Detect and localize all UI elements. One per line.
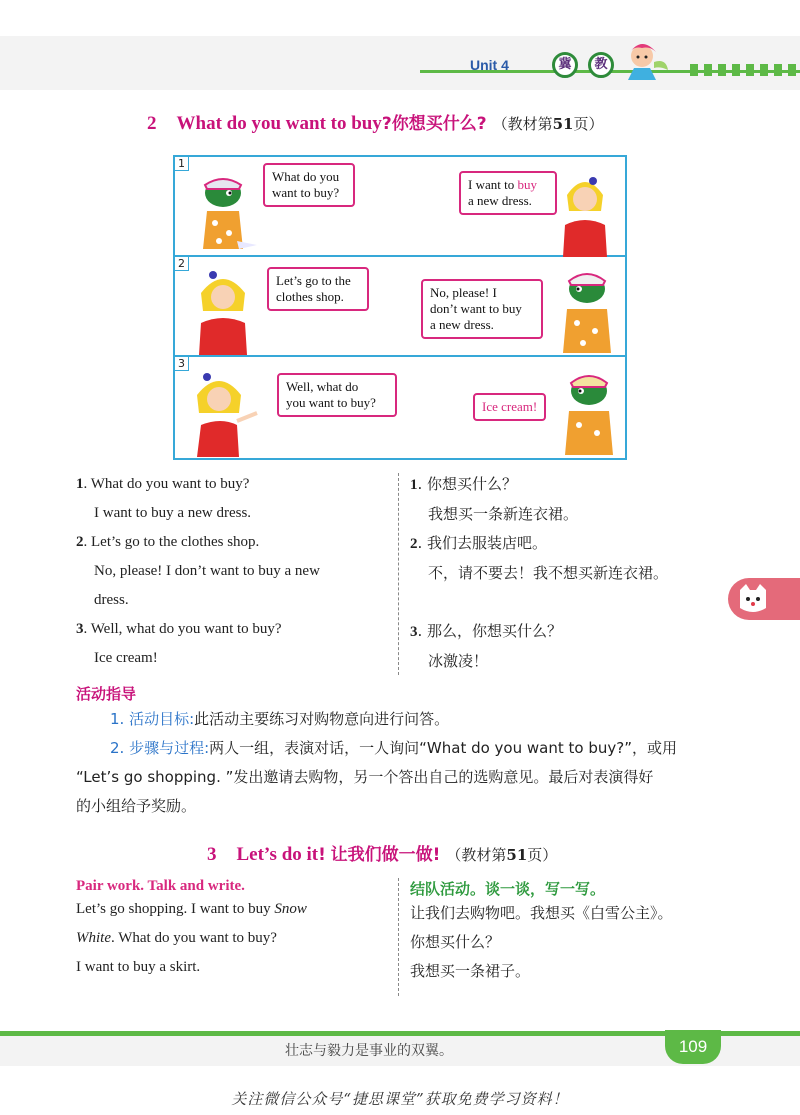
- title-en: Let’s do it: [236, 844, 319, 865]
- line-number: 3: [410, 624, 418, 640]
- section3-title: [207, 840, 557, 866]
- activity-text: 两人一组，表演对话，一人询问“What do you want to buy?”，或用: [209, 739, 677, 757]
- pairwork-english: [76, 878, 392, 982]
- bubble-line: don’t want to buy: [430, 301, 522, 316]
- dialogue-line: dress.: [94, 592, 129, 608]
- panel-number: 1: [175, 157, 189, 171]
- dialogue-line: 不，请不要去！我不想买新连衣裙。: [428, 564, 669, 582]
- pairwork-chinese: [410, 878, 730, 986]
- title-zh: 你想买什么?: [391, 114, 487, 134]
- ref-prefix: （教材第: [492, 115, 553, 133]
- title-zh: 让我们做一做!: [330, 845, 441, 865]
- unit-label: Unit 4: [470, 57, 509, 73]
- line-number: 2: [76, 534, 84, 550]
- panel-number: 2: [175, 257, 189, 271]
- footer-motto: 壮志与毅力是事业的双翼。: [285, 1043, 453, 1059]
- pairwork-line: 我想买一条裙子。: [410, 962, 531, 980]
- cat-mascot-icon: [736, 582, 770, 616]
- dinosaur-character-icon: [189, 171, 259, 257]
- bubble-line: a new dress.: [468, 193, 532, 208]
- bubble-line: you want to buy?: [286, 395, 376, 410]
- title-en: What do you want to buy: [176, 113, 382, 134]
- section2-title: [147, 109, 604, 135]
- speech-bubble-refusal: [421, 279, 543, 339]
- dialogue-line: . 那么，你想买什么？: [417, 622, 563, 640]
- bubble-line: clothes shop.: [276, 289, 344, 304]
- column-divider: [398, 473, 399, 675]
- fairy-mascot-icon: [620, 40, 670, 82]
- dialogue-line: . 你想买什么？: [417, 475, 518, 493]
- panel-number: 3: [175, 357, 189, 371]
- pairwork-heading: Pair work. Talk and write.: [76, 878, 245, 894]
- line-number: 1: [410, 477, 418, 493]
- ref-page: 51: [506, 846, 528, 864]
- bubble-line: Ice cream!: [482, 399, 538, 414]
- speech-bubble-suggestion: [267, 267, 369, 311]
- pairwork-line: 你想买什么？: [410, 933, 501, 951]
- line-number: 3: [76, 621, 84, 637]
- activity-text: 此活动主要练习对购物意向进行问答。: [194, 710, 450, 728]
- speech-bubble-question: [263, 163, 355, 207]
- line-number: 2: [410, 536, 418, 552]
- title-question-mark: ?: [381, 114, 392, 134]
- girl-character-icon: [555, 171, 615, 257]
- dialogue-line: . Let’s go to the clothes shop.: [83, 534, 260, 550]
- book-title: Snow: [274, 901, 307, 917]
- pairwork-line: I want to buy a skirt.: [76, 959, 201, 975]
- comic-panel-2: [175, 257, 625, 357]
- dialogue-line: No, please! I don’t want to buy a new: [94, 563, 320, 579]
- activity-text: 的小组给予奖励。: [76, 797, 197, 815]
- header-ticks: [690, 64, 800, 76]
- ref-suffix: 页）: [573, 115, 604, 133]
- dialogue-line: . What do you want to buy?: [83, 476, 250, 492]
- column-divider: [398, 878, 399, 996]
- title-exclamation: !: [318, 845, 326, 865]
- bubble-line: Well, what do: [286, 379, 359, 394]
- dialogue-english: [76, 470, 392, 673]
- bubble-highlight: buy: [517, 177, 537, 192]
- pairwork-line: . What do you want to buy?: [111, 930, 277, 946]
- bubble-line: a new dress.: [430, 317, 494, 332]
- ji-badge: 冀: [552, 52, 578, 78]
- page-number: 109: [665, 1030, 721, 1064]
- dialogue-line: I want to buy a new dress.: [94, 505, 252, 521]
- activity-heading: 活动指导: [76, 685, 137, 703]
- book-title: White: [76, 930, 111, 946]
- girl-character-icon: [187, 369, 259, 457]
- dinosaur-character-icon: [555, 265, 621, 355]
- comic-strip: [173, 155, 627, 460]
- section-number: 3: [207, 844, 217, 865]
- dialogue-line: . 我们去服装店吧。: [417, 534, 548, 552]
- dialogue-line: Ice cream!: [94, 650, 158, 666]
- comic-panel-1: [175, 157, 625, 257]
- ref-page: 51: [552, 115, 574, 133]
- bubble-text: I want to: [468, 177, 518, 192]
- speech-bubble-ice-cream: [473, 393, 546, 421]
- spacer: [410, 588, 720, 617]
- dinosaur-character-icon: [559, 367, 623, 457]
- bubble-line: want to buy?: [272, 185, 340, 200]
- bubble-line: Let’s go to the: [276, 273, 351, 288]
- activity-text: “Let’s go shopping. ”发出邀请去购物，另一个答出自己的选购意见。最后对表演得好: [76, 768, 654, 786]
- pairwork-heading: 结队活动。谈一谈，写一写。: [410, 880, 606, 898]
- activity-label: 2. 步骤与过程:: [110, 739, 210, 757]
- bubble-line: No, please! I: [430, 285, 497, 300]
- girl-character-icon: [193, 267, 255, 355]
- pairwork-line: 让我们去购物吧。我想买《白雪公主》。: [410, 904, 673, 922]
- ref-suffix: 页）: [527, 846, 558, 864]
- dialogue-line: 我想买一条新连衣裙。: [428, 505, 579, 523]
- comic-panel-3: [175, 357, 625, 457]
- pairwork-line: Let’s go shopping. I want to buy: [76, 901, 275, 917]
- dialogue-line: 冰激凌！: [428, 652, 489, 670]
- dialogue-line: . Well, what do you want to buy?: [83, 621, 282, 637]
- line-number: 1: [76, 476, 84, 492]
- speech-bubble-answer: [459, 171, 557, 215]
- dialogue-chinese: [410, 470, 720, 676]
- jiao-badge: 教: [588, 52, 614, 78]
- section-number: 2: [147, 113, 157, 134]
- ref-prefix: （教材第: [446, 846, 507, 864]
- speech-bubble-question: [277, 373, 397, 417]
- activity-guide: [76, 705, 726, 821]
- bubble-line: What do you: [272, 169, 340, 184]
- header-band: [0, 36, 800, 90]
- watermark-note: 关注微信公众号“捷思课堂”获取免费学习资料！: [231, 1090, 569, 1108]
- activity-label: 1. 活动目标:: [110, 710, 195, 728]
